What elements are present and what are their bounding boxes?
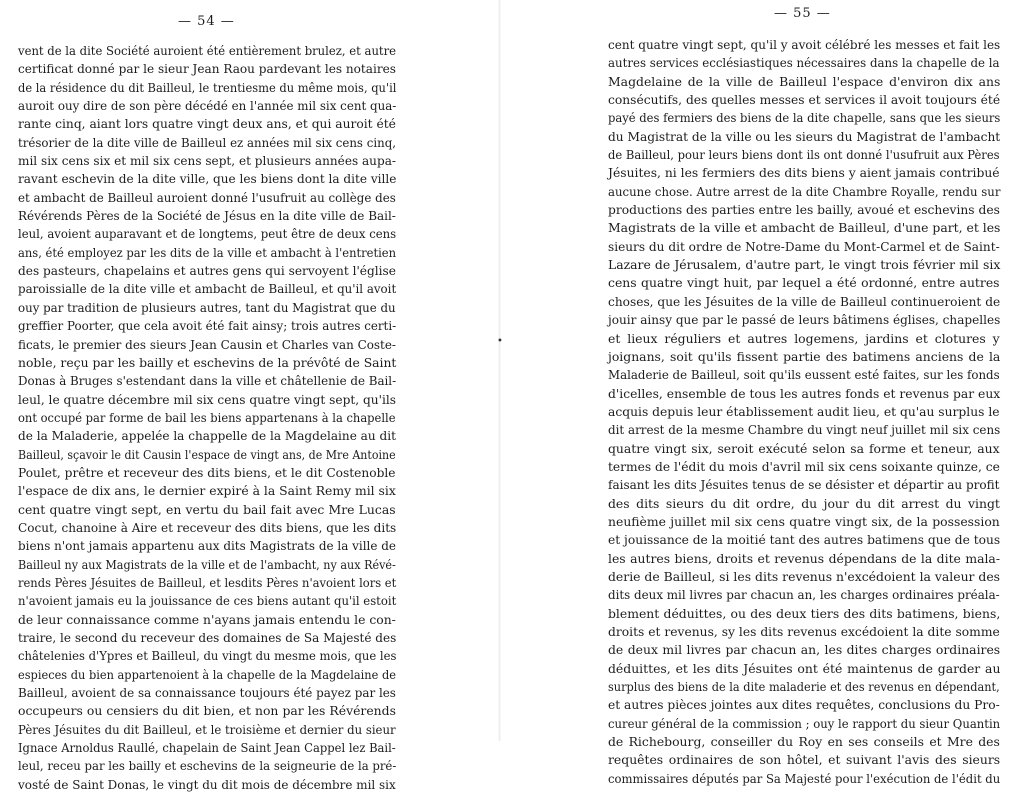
text-line: certificat donné par le sieur Jean Raou pardevant les notaires — [18, 61, 396, 77]
text-line: leul, receu par les bailly et eschevins de la seigneurie de la pré- — [18, 758, 397, 774]
book-gutter — [498, 0, 501, 741]
text-line: dits deux mil livres par chacun an, les charges ordinaires préala- — [608, 587, 1000, 603]
text-line: Ignace Arnoldus Raullé, chapelain de Saint Jean Cappel lez Bail- — [18, 740, 396, 756]
text-line: de Bailleul, pour leurs biens dont ils ont donné l'usufruit aux Pères — [608, 147, 1000, 163]
text-line: droits et revenus, sy les dits revenus excédoient la dite somme — [608, 624, 1000, 639]
text-line: rends Pères Jésuites de Bailleul, et lesdits Pères n'avoient lors et — [18, 574, 397, 590]
text-line: de Richebourg, conseiller du Roy en ses conseils et Mre des — [608, 734, 1000, 750]
text-line: et lieux réguliers et autres logemens, jardins et clotures y — [608, 330, 1000, 346]
text-line: surplus des biens de la dite maladerie et des revenus en dépendant, — [608, 679, 1000, 695]
text-line: Bailleul, avoient de sa connaissance toujours été payez par les — [18, 685, 396, 701]
text-line: consécutifs, des quelles messes et services il avoit toujours été — [608, 92, 1001, 108]
text-line: Pères Jésuites du dit Bailleul, et le troisième et dernier du sieur — [18, 721, 396, 737]
text-line: de la Maladerie, appelée la chappelle de la Magdelaine au dit — [18, 428, 396, 444]
text-line: ficats, le premier des sieurs Jean Causin et Charles van Coste- — [18, 336, 396, 352]
text-line: occupeurs ou censiers du dit bien, et non par les Révérends — [18, 703, 396, 719]
text-line: Lazare de Jérusalem, d'autre part, le vingt trois février mil six — [608, 257, 1001, 273]
text-line: de la résidence du dit Bailleul, le trentiesme du même mois, qu'il — [18, 79, 397, 95]
text-line: ans, été employez par les dits de la ville et ambacht à l'entretien — [18, 244, 397, 260]
text-line: vosté de Saint Donas, le vingt du dit mois de décembre mil six — [18, 776, 396, 792]
text-line: Bailleul, sçavoir le dit Causin l'espace de vingt ans, de Mre Antoine — [18, 446, 396, 462]
text-line: n'avoient jamais eu la jouissance de ces biens autant qu'il estoit — [18, 593, 397, 609]
text-line: et jouissance de la moitié tant des autres batimens que de tous — [608, 532, 1001, 548]
page-number: — 54 — — [178, 14, 235, 29]
text-line: joignans, soit qu'ils fissent partie des batimens anciens de la — [608, 348, 1001, 364]
text-line: Donas à Bruges s'estendant dans la ville et châtellenie de Bail- — [18, 373, 397, 389]
text-line: et autres pièces jointes aux dites requêtes, conclusions du Pro- — [608, 697, 1000, 713]
text-line: neufième juillet mil six cens quatre vingt six, de la possession — [608, 513, 1000, 529]
text-line: faisant les dits Jésuites tenus de se désister et départir au profit — [608, 477, 1000, 493]
text-line: Magdelaine de la ville de Bailleul l'espace d'environ dix ans — [608, 73, 1001, 89]
text-line: des dits sieurs du dit ordre, du jour du dit arrest du vingt — [608, 495, 1000, 511]
text-line: dit arrest de la mesme Chambre du vingt neuf juillet mil six cens — [608, 422, 1001, 438]
text-line: Jésuites, ni les fermiers des dits biens y aient jamais contribué — [608, 165, 1000, 181]
text-line: de leur connaissance comme n'ayans jamais entendu le con- — [18, 611, 396, 627]
text-line: Poulet, prêtre et receveur des dits biens, et le dit Costenoble — [18, 464, 396, 480]
page-body-text — [18, 42, 396, 794]
text-line: jouir ainsy que par le passé de leurs bâtimens églises, chapelles — [608, 312, 1001, 328]
text-line: cent quatre vingt sept, en vertu du bail fait avec Mre Lucas — [18, 501, 396, 517]
text-line: noble, reçu par les bailly et eschevins de la prévôté de Saint — [18, 354, 397, 370]
text-line: productions des parties entre les bailly, avoué et eschevins des — [608, 202, 1000, 218]
gutter-mark: • — [497, 336, 503, 347]
text-line: Révérends Pères de la Société de Jésus en la dite ville de Bail- — [18, 208, 396, 224]
text-line: espieces du bien appartenoient à la chapelle de la Magdelaine de — [18, 666, 396, 682]
text-line: cent quatre vingt sept, qu'il y avoit célébré les messes et fait les — [608, 37, 1001, 52]
text-line: aucune chose. Autre arrest de la dite Chambre Royalle, rendu sur — [608, 183, 1001, 199]
text-line: sieurs du dit ordre de Notre-Dame du Mont-Carmel et de Saint- — [608, 238, 1000, 254]
text-line: rante cinq, aiant lors quatre vingt deux ans, et qui auroit été — [18, 116, 396, 132]
text-line: châtelenies d'Ypres et Bailleul, du vingt du mesme mois, que les — [18, 648, 397, 664]
text-line: derie de Bailleul, si les dits revenus n'excédoient la valeur des — [608, 568, 1001, 584]
text-line: mil six cens six et mil six cens sept, et plusieurs années aupa- — [18, 153, 396, 169]
text-line: quatre vingt six, seroit exécuté selon sa forme et teneur, aux — [608, 440, 1000, 456]
page-number: — 55 — — [774, 6, 831, 21]
text-line: ont occupé par forme de bail les biens appartenans à la chapelle — [18, 409, 396, 425]
text-line: biens n'ont jamais appartenu aux dits Magistrats de la ville de — [18, 538, 396, 554]
text-line: acquis depuis leur établissement audit lieu, et qu'au surplus le — [608, 403, 1000, 419]
text-line: leul, avoient auparavant et de longtems, peut être de deux cens — [18, 226, 397, 242]
text-line: Cocut, chanoine à Aire et receveur des dits biens, que les dits — [18, 519, 397, 535]
text-line: et ambacht de Bailleul auroient donné l'usufruit au collège des — [18, 189, 396, 205]
text-line: commissaires députés par Sa Majesté pour l'exécution de l'édit du — [608, 770, 1001, 786]
text-line: Maladerie de Bailleul, soit qu'ils eussent esté faites, sur les fonds — [608, 367, 1000, 383]
text-line: auroit ouy dire de son père décédé en l'année mil six cent qua- — [18, 98, 397, 114]
text-line: déduittes, et les dits Jésuites ont été maintenus de garder au — [608, 660, 1001, 676]
text-line: traire, le second du receveur des domaines de Sa Majesté des — [18, 630, 397, 645]
text-line: du Magistrat de la ville ou les sieurs du Magistrat de l'ambacht — [608, 128, 1001, 144]
text-line: Bailleul ny aux Magistrats de la ville et de l'ambacht, ny aux Révé- — [18, 556, 396, 572]
text-line: choses, que les Jésuites de la ville de Bailleul continueroient de — [608, 293, 1001, 309]
text-line: leul, le quatre décembre mil six cens quatre vingt sept, qu'ils — [18, 391, 396, 407]
text-line: Magistrats de la ville et ambacht de Bailleul, d'une part, et les — [608, 220, 1001, 236]
text-line: de deux mil livres par chacun an, les dites charges ordinaires — [608, 642, 1001, 658]
text-line: vent de la dite Société auroient été entièrement brulez, et autre — [18, 43, 397, 58]
text-line: requêtes ordinaires de son hôtel, et suivant l'avis des sieurs — [608, 752, 1001, 768]
text-line: des pasteurs, chapelains et autres gens qui servoyent l'église — [18, 263, 396, 279]
text-line: d'icelles, ensemble de tous les autres fonds et revenus par eux — [608, 385, 1001, 401]
right-page — [512, 0, 1024, 786]
page-body-text — [608, 36, 1000, 788]
text-line: ravant eschevin de la dite ville, que les biens dont la dite ville — [18, 171, 397, 187]
left-page — [0, 0, 505, 792]
text-line: blement déduittes, ou des deux tiers des dits batimens, biens, — [608, 605, 1001, 621]
text-line: payé des fermiers des biens de la dite chapelle, sans que les sieurs — [608, 110, 1001, 126]
text-line: l'espace de dix ans, le dernier expiré à la Saint Remy mil six — [18, 483, 396, 499]
text-line: termes de l'édit du mois d'avril mil six cens soixante quinze, ce — [608, 458, 1000, 474]
text-line: paroissialle de la dite ville et ambacht de Bailleul, et qu'il avoit — [18, 281, 397, 297]
text-line: trésorier de la dite ville de Bailleul ez années mil six cens cinq, — [18, 134, 397, 150]
text-line: les autres biens, droits et revenus dépendans de la dite mala- — [608, 550, 1001, 566]
text-line: cureur général de la commission ; ouy le rapport du sieur Quantin — [608, 715, 1001, 731]
text-line: greffier Poorter, que cela avoit été fait ainsy; trois autres certi- — [18, 318, 397, 334]
text-line: ouy par tradition de plusieurs autres, tant du Magistrat que du — [18, 299, 396, 315]
text-line: cens quatre vingt huit, par lequel a été ordonné, entre autres — [608, 275, 1000, 291]
text-line: autres services ecclésiastiques nécessaires dans la chapelle de la — [608, 55, 1000, 71]
